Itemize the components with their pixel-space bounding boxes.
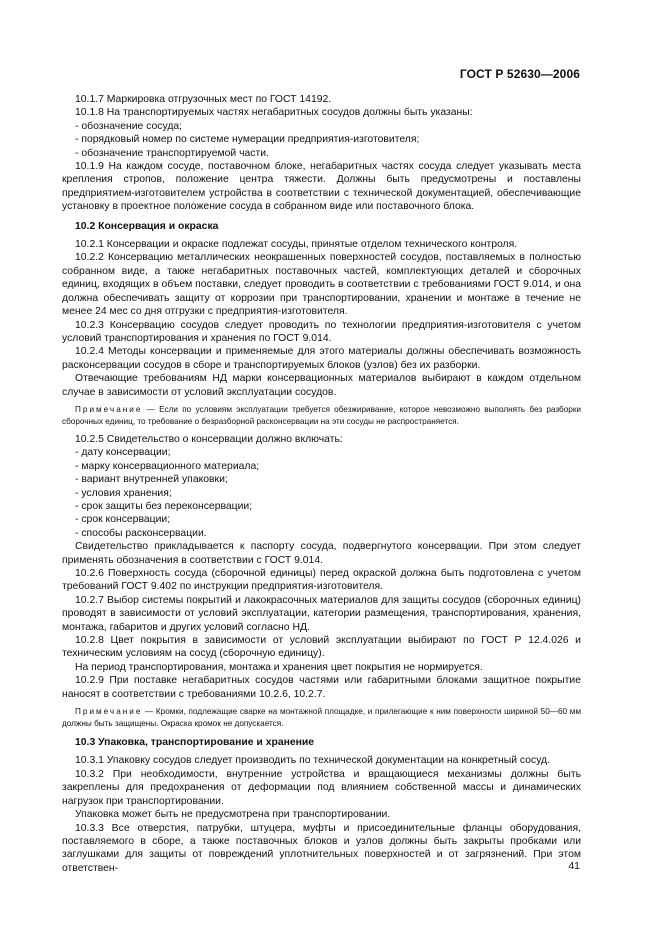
paragraph: 10.3.1 Упаковку сосудов следует производить по технической документации на конкретный сосуд. [75,755,551,767]
paragraph: 10.1.8 На транспортируемых частях негабаритных сосудов должны быть указаны: [75,107,473,119]
list-item: - вариант внутренней упаковки; [75,474,228,486]
paragraph: 10.2.5 Свидетельство о консервации должно включать: [75,433,343,445]
list-item: - обозначение транспортируемой части. [75,147,269,159]
paragraph: 10.2.8 Цвет покрытия в зависимости от условий эксплуатации выбирают по ГОСТ Р 12.4.026 и техническим условиям на сосуд (сборочную единицу). [62,635,581,660]
paragraph: 10.3.3 Все отверстия, патрубки, штуцера, муфты и присоединительные фланцы оборудования, поставляемого в сборе, а также поставочных блоков и узлов должны быть закрыты пробками или заглушками для защиты от повреждений уплотнительных поверхностей и от загрязнений. При этом ответствен- [62,822,581,874]
document-code-header: ГОСТ Р 52630—2006 [459,67,580,81]
paragraph: 10.2.2 Консервацию металлических неокрашенных поверхностей сосудов, поставляемых в полностью собранном виде, а также негабаритных поставочных частей, комплектующих деталей и сборочных единиц, входящих в объем поставки, следует проводить в соответствии с требованиями ГОСТ 9.014, и она должна обеспечивать защиту от коррозии при транспортировании, хранении и монтаже в течение не менее 24 мес со дня отгрузки с предприятия-изготовителя. [62,252,581,318]
note-paragraph [62,404,581,428]
paragraph: 10.2.6 Поверхность сосуда (сборочной единицы) перед окраской должна быть подготовлена с учетом требований ГОСТ 9.402 по инструкции предприятия-изготовителя. [62,568,581,593]
note-paragraph [62,706,581,730]
list-item: - обозначение сосуда; [75,120,183,132]
paragraph: 10.2.3 Консервацию сосудов следует проводить по технологии предприятия-изготовителя с учетом условий транспортирования и хранения по ГОСТ 9.014. [62,319,581,344]
section-heading: 10.2 Консервация и окраска [75,220,219,232]
paragraph: Свидетельство прикладывается к паспорту сосуда, подвергнутого консервации. При этом следует применять обозначения в соответствии с ГОСТ 9.014. [62,541,581,566]
document-body [62,93,581,875]
list-item: - срок консервации; [75,514,171,526]
page-number: 41 [568,860,580,872]
paragraph: Отвечающие требованиям НД марки консервационных материалов выбирают в каждом отдельном случае в зависимости от условий эксплуатации сосудов. [62,373,581,398]
list-item: - марку консервационного материала; [75,460,260,472]
note-label: Примечание [75,707,143,717]
section-heading: 10.3 Упаковка, транспортирование и хранение [75,737,315,749]
list-item: - условия хранения; [75,487,172,499]
paragraph: 10.2.1 Консервации и окраске подлежат сосуды, принятые отделом технического контроля. [75,239,518,251]
list-item: - способы расконсервации. [75,527,207,539]
paragraph: 10.1.9 На каждом сосуде, поставочном блоке, негабаритных частях сосуда следует указывать места крепления стропов, положение центра тяжести. Должны быть предусмотрены и поставлены предприятием-изготовителем устройства в соответствии с технической документацией, обеспечивающие установку в проектное положение сосуда в собранном виде или поставочного блока. [62,161,581,213]
list-item: - срок защиты без переконсервации; [75,500,253,512]
list-item: - порядковый номер по системе нумерации предприятия-изготовителя; [75,134,420,146]
note-label: Примечание [75,404,143,414]
note-text: — Кромки, подлежащие сварке на монтажной площадке, и прилегающие к ним поверхности шириной 50—60 мм должны быть защищены. Окраска кромок не допускается. [62,707,581,729]
paragraph: 10.2.4 Методы консервации и применяемые для этого материалы должны обеспечивать возможность расконсервации сосудов в сборе и транспортируемых блоков (узлов) без их разборки. [62,346,581,371]
note-text: — Если по условиям эксплуатации требуется обезжиривание, которое невозможно выполнять без разборки сборочных единиц, то требование о безразборной расконсервации на эти сосуды не распространяется. [62,404,581,426]
paragraph: На период транспортирования, монтажа и хранения цвет покрытия не нормируется. [75,661,483,673]
paragraph: 10.2.9 При поставке негабаритных сосудов частями или габаритными блоками защитное покрытие наносят в соответствии с требованиями 10.2.6, 10.2.7. [62,675,581,700]
list-item: - дату консервации; [75,447,171,459]
paragraph: 10.2.7 Выбор системы покрытий и лакокрасочных материалов для защиты сосудов (сборочных единиц) проводят в зависимости от условий эксплуатации, категории размещения, транспортирования, хранения, монтажа, габаритов и других условий согласно НД. [62,594,581,633]
paragraph: 10.3.2 При необходимости, внутренние устройства и вращающиеся механизмы должны быть закреплены для предохранения от деформации под влиянием собственной массы и динамических нагрузок при транспортировании. [62,768,581,807]
paragraph: Упаковка может быть не предусмотрена при транспортировании. [75,809,391,821]
paragraph: 10.1.7 Маркировка отгрузочных мест по ГОСТ 14192. [75,94,332,105]
